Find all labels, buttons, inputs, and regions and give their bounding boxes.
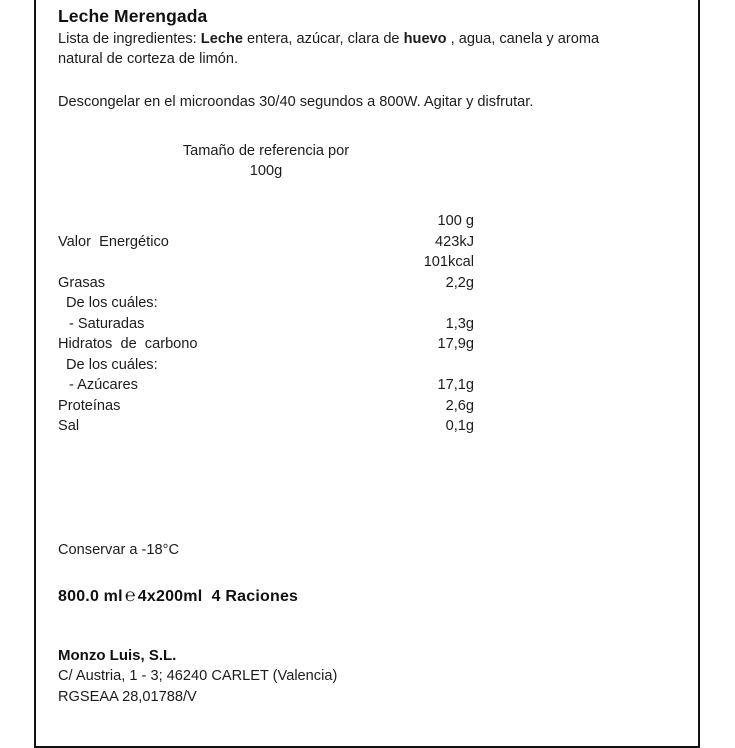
allergen-leche: Leche	[200, 31, 243, 47]
nutrition-label-frame	[34, 0, 700, 748]
nutrient-label: - Azúcares	[69, 377, 138, 393]
net-volume: 800.0 ml	[58, 587, 123, 605]
nutrient-label: Hidratos de carbono	[58, 336, 198, 352]
table-row	[58, 232, 684, 253]
preparation-instructions: Descongelar en el microondas 30/40 segundos a 800W. Agitar y disfrutar.	[58, 94, 534, 110]
table-row	[58, 273, 684, 294]
quantity-line	[58, 585, 684, 606]
nutrient-label: De los cuáles:	[66, 295, 158, 311]
nutrition-column-header-value: 100 g	[437, 213, 474, 229]
storage-instructions: Conservar a -18°C	[58, 541, 180, 558]
nutrient-label: Sal	[58, 418, 80, 434]
nutrient-value: 101kcal	[423, 254, 474, 270]
ingredients-list	[58, 30, 638, 69]
table-row	[58, 355, 684, 376]
nutrient-value: 17,1g	[437, 377, 474, 393]
servings-count: 4 Raciones	[211, 587, 299, 605]
nutrient-label: Valor Energético	[58, 233, 169, 250]
table-row	[58, 396, 684, 417]
ingredients-label: Lista de ingredientes:	[58, 31, 201, 47]
company-address: C/ Austria, 1 - 3; 46240 CARLET (Valencia)	[58, 668, 338, 684]
ingredients-mid: entera, azúcar, clara de	[242, 31, 404, 47]
table-row	[58, 375, 684, 396]
nutrition-column-header	[58, 211, 684, 232]
pack-format: 4x200ml	[137, 587, 203, 605]
nutrient-value: 423kJ	[435, 233, 474, 250]
estimated-sign-icon: ℮	[124, 584, 136, 605]
company-name: Monzo Luis, S.L.	[58, 646, 177, 664]
nutrient-label: - Saturadas	[69, 315, 145, 332]
nutrient-label: Grasas	[58, 274, 106, 291]
nutrient-value: 17,9g	[437, 336, 474, 352]
manufacturer-block	[58, 646, 684, 708]
nutrient-label: De los cuáles:	[66, 356, 158, 373]
page-title: Leche Merengada	[58, 6, 208, 26]
table-row	[58, 334, 684, 355]
nutrient-label: Proteínas	[58, 397, 121, 414]
allergen-huevo: huevo	[403, 31, 447, 47]
table-row	[58, 416, 684, 437]
reference-size-line1: Tamaño de referencia por	[182, 143, 350, 159]
company-registration: RGSEAA 28,01788/V	[58, 688, 197, 705]
ingredients-rest: , agua, canela y aroma natural de corteza de limón.	[58, 31, 600, 67]
reference-size-line2: 100g	[249, 163, 283, 179]
nutrition-table	[58, 211, 684, 437]
table-row	[58, 314, 684, 335]
reference-size-header	[70, 141, 462, 181]
nutrient-value: 2,2g	[445, 274, 474, 291]
table-row	[58, 252, 684, 273]
table-row	[58, 293, 684, 314]
nutrient-value: 1,3g	[445, 315, 474, 332]
nutrient-value: 2,6g	[445, 397, 474, 414]
nutrient-value: 0,1g	[445, 418, 474, 434]
label-content	[58, 0, 684, 707]
